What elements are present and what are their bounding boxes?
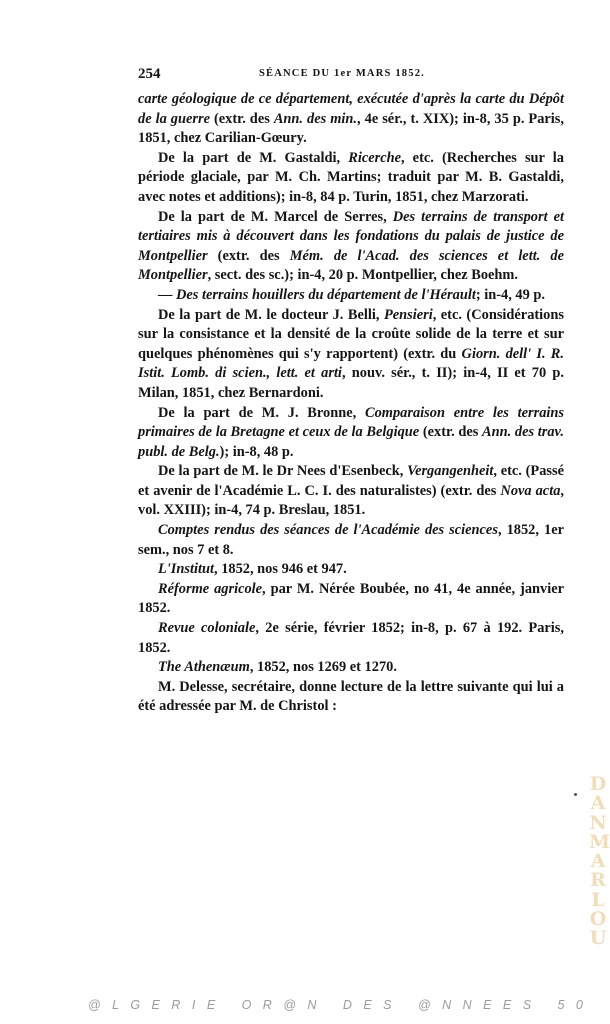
text-run: (extr. des bbox=[209, 110, 274, 127]
page-number: 254 bbox=[138, 66, 161, 82]
text-run: M. Delesse, secrétaire, donne lecture de la lettre suivante qui lui a été adressée par M. de Christol : bbox=[138, 678, 564, 715]
running-head bbox=[138, 66, 564, 90]
paragraph bbox=[138, 90, 564, 149]
text-run: ; in-4, 49 p. bbox=[475, 286, 546, 303]
text-run: , par M. Nérée Boubée, no 41, 4e année, janvier 1852. bbox=[138, 580, 564, 617]
text-run: , 1852, nos 946 et 947. bbox=[214, 561, 347, 578]
italic-text: L'Institut bbox=[158, 561, 214, 578]
text-run: , 2e série, février 1852; in-8, p. 67 à 192. Paris, 1852. bbox=[138, 620, 564, 656]
text-run: , etc. (Recherches sur la période glaciale, par M. Ch. Martins; traduit par M. B. Gastaldi, avec notes et additions); in-8, 84 p. Turin, 1851, chez Marzorati. bbox=[138, 149, 564, 205]
italic-text: Comptes rendus des séances de l'Académie des sciences bbox=[158, 522, 498, 539]
paragraph bbox=[138, 619, 564, 658]
italic-text: The Athenæum bbox=[158, 659, 250, 676]
paragraph bbox=[138, 678, 564, 717]
italic-text: Mém. de l'Acad. des sciences et lett. de Montpellier bbox=[138, 247, 564, 284]
text-run: , vol. XXIII); in-4, 74 p. Breslau, 1851. bbox=[138, 482, 565, 519]
italic-text: Pensieri bbox=[383, 306, 433, 323]
text-run: De la part de M. le docteur J. Belli, bbox=[158, 306, 384, 323]
italic-text: Nova acta bbox=[500, 482, 561, 499]
page-body bbox=[138, 90, 564, 717]
italic-text: Réforme agricole bbox=[158, 580, 263, 597]
italic-text: Giorn. dell' I. R. Istit. Lomb. di scien., lett. et arti bbox=[138, 345, 564, 382]
paragraph bbox=[138, 149, 564, 208]
text-run: De la part de M. Gastaldi, bbox=[158, 149, 349, 166]
text-run: , 1852, 1er sem., nos 7 et 8. bbox=[138, 522, 564, 558]
vertical-watermark-stamp: D A N M A R L O U bbox=[589, 773, 610, 950]
text-run: , nouv. sér., t. II); in-4, II et 70 p. Milan, 1851, chez Bernardoni. bbox=[138, 365, 564, 401]
book-page bbox=[138, 66, 564, 717]
paragraph bbox=[138, 462, 564, 521]
text-run: , etc. (Considérations sur la consistance et la densité de la croûte solide de la terre et sur quelques phénomènes qui s'y rapportent) (extr. du bbox=[138, 306, 564, 362]
italic-text: Des terrains de transport et tertiaires mis à découvert dans les fondations du palais de justice de Montpellier bbox=[138, 208, 564, 264]
paragraph bbox=[138, 404, 564, 463]
paragraph bbox=[138, 208, 564, 286]
paragraph bbox=[138, 560, 564, 580]
italic-text: Vergangenheit bbox=[407, 463, 494, 480]
text-run: , 1852, nos 1269 et 1270. bbox=[249, 659, 397, 676]
text-run: De la part de M. J. Bronne, bbox=[158, 404, 365, 421]
paragraph bbox=[138, 658, 564, 678]
paragraph bbox=[138, 521, 564, 560]
text-run: De la part de M. Marcel de Serres, bbox=[158, 208, 393, 225]
text-run: , 4e sér., t. XIX); in-8, 35 p. Paris, 1851, chez Carilian-Gœury. bbox=[138, 110, 564, 147]
paragraph bbox=[138, 306, 564, 404]
italic-text: Ann. des trav. publ. de Belg. bbox=[138, 424, 565, 460]
footer-watermark: @ L G E R I E O R @ N D E S @ N N E E S 5 0 bbox=[88, 998, 587, 1012]
text-run: ); in-8, 48 p. bbox=[219, 443, 294, 460]
text-run: — bbox=[158, 286, 176, 303]
margin-dot bbox=[574, 793, 577, 796]
italic-text: carte géologique de ce département, exécutée d'après la carte du Dépôt de la guerre bbox=[138, 91, 564, 127]
italic-text: Ann. des min. bbox=[273, 110, 358, 127]
italic-text: Comparaison entre les terrains primaires de la Bretagne et ceux de la Belgique bbox=[138, 404, 564, 441]
text-run: (extr. des bbox=[419, 424, 483, 441]
text-run: , etc. (Passé et avenir de l'Académie L. C. I. des naturalistes) (extr. des bbox=[138, 463, 564, 499]
italic-text: Revue coloniale bbox=[158, 620, 256, 637]
running-head-title: SÉANCE DU 1er MARS 1852. bbox=[259, 68, 425, 79]
text-run: , sect. des sc.); in-4, 20 p. Montpellier, chez Boehm. bbox=[207, 267, 518, 284]
text-run: De la part de M. le Dr Nees d'Esenbeck, bbox=[158, 463, 408, 480]
italic-text: Des terrains houillers du département de l'Hérault bbox=[176, 286, 476, 303]
paragraph bbox=[138, 286, 564, 306]
paragraph bbox=[138, 580, 564, 619]
italic-text: Ricerche bbox=[348, 149, 401, 166]
text-run: (extr. des bbox=[207, 247, 290, 264]
